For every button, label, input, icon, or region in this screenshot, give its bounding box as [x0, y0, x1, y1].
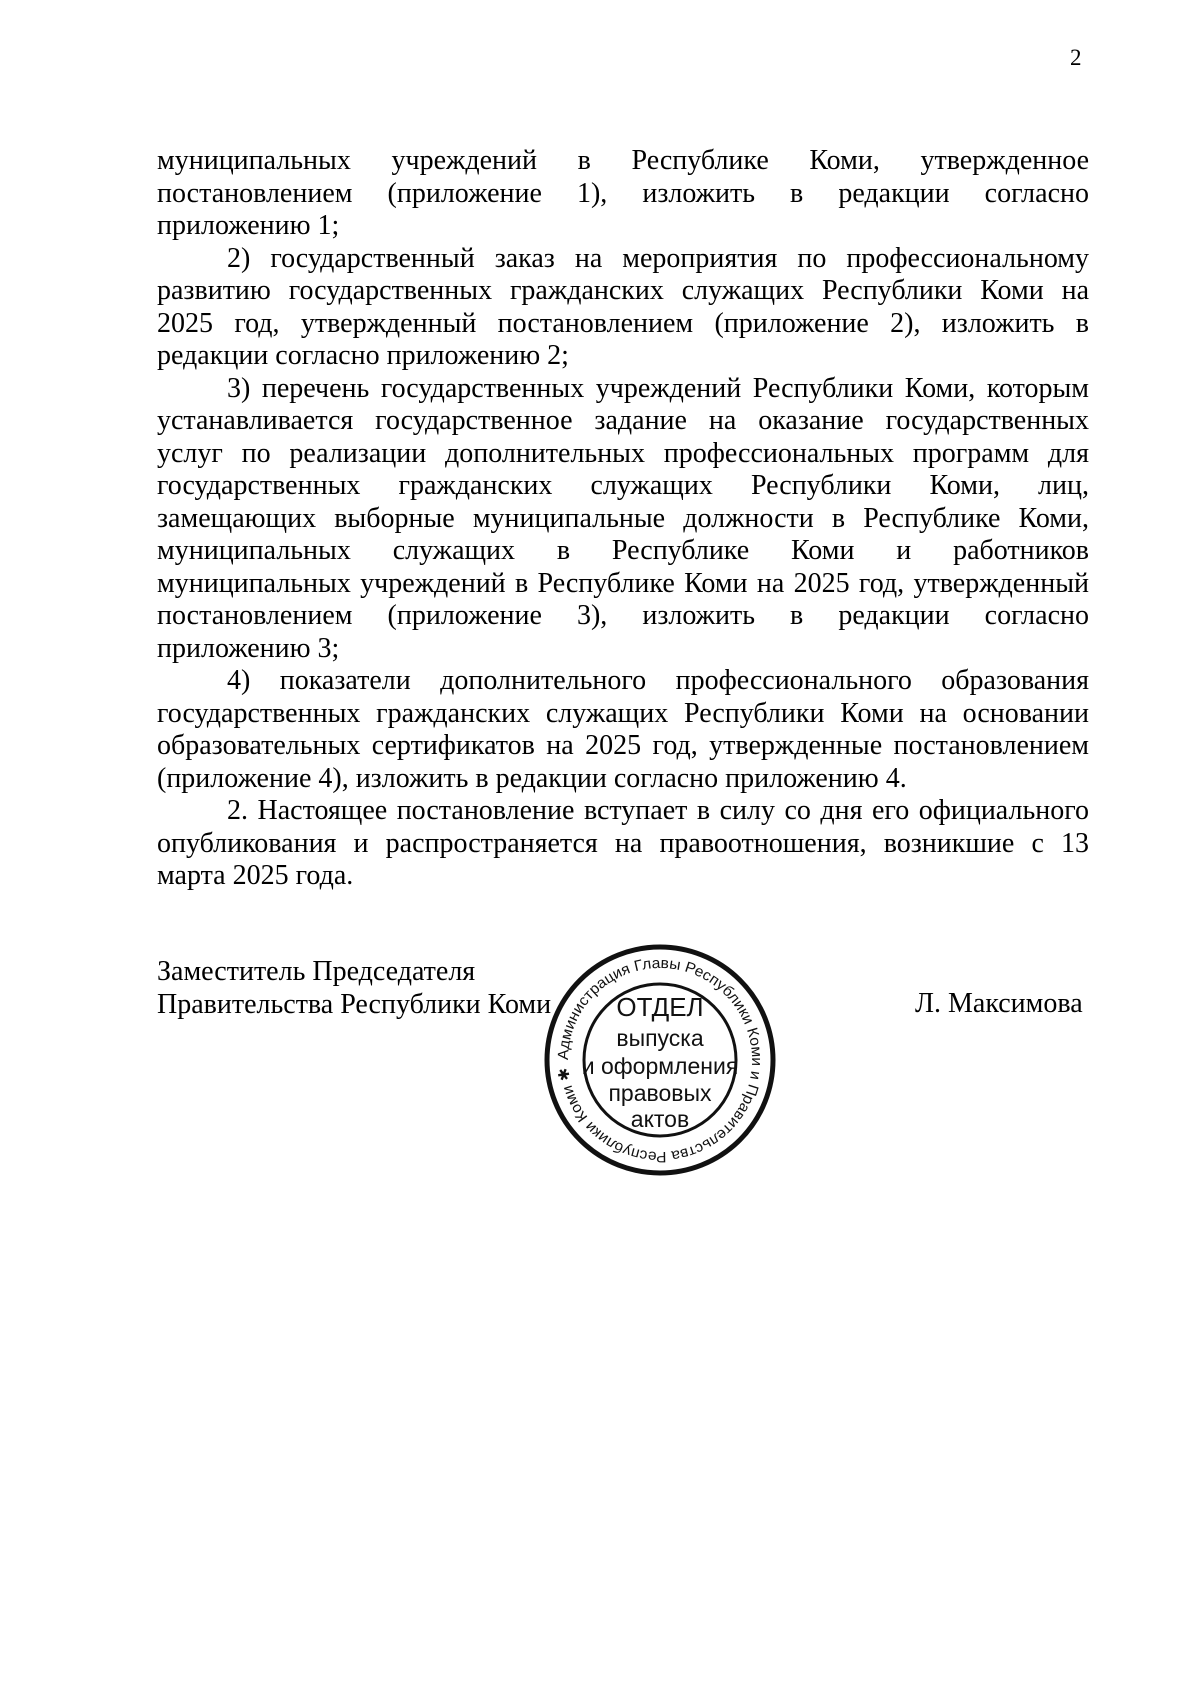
seal-center-line: актов [630, 1106, 690, 1132]
paragraph-line: устанавливается государственное задание на оказание государственных [157, 405, 1089, 436]
paragraph-line: развитию государственных гражданских служащих Республики Коми на [157, 275, 1089, 306]
paragraph-line: муниципальных учреждений в Республике Коми, утвержденное [157, 145, 1089, 176]
paragraph-line: приложению 1; [157, 210, 340, 241]
paragraph-line: (приложение 4), изложить в редакции согласно приложению 4. [157, 762, 907, 794]
paragraph-line: 2) государственный заказ на мероприятия по профессиональному [227, 242, 1089, 274]
paragraph-line: замещающих выборные муниципальные должности в Республике Коми, [157, 502, 1089, 534]
seal-center-line: выпуска [616, 1025, 704, 1051]
paragraph-line: редакции согласно приложению 2; [157, 340, 569, 371]
paragraph-line: 4) показатели дополнительного профессионального образования [227, 665, 1089, 696]
paragraph-line: 2025 год, утвержденный постановлением (приложение 2), изложить в [157, 307, 1089, 339]
seal-center-line: ОТДЕЛ [616, 992, 704, 1022]
paragraph-line: опубликования и распространяется на правоотношения, возникшие с 13 [157, 827, 1089, 859]
signatory-position [157, 956, 551, 1021]
paragraph-line: государственных гражданских служащих Республики Коми, лиц, [157, 470, 1089, 501]
paragraph-line: 2. Настоящее постановление вступает в силу со дня его официального [227, 795, 1089, 826]
paragraph-line: 3) перечень государственных учреждений Республики Коми, которым [227, 372, 1089, 404]
official-seal [540, 940, 780, 1180]
paragraph-line: услуг по реализации дополнительных профессиональных программ для [157, 437, 1089, 469]
paragraph-line: муниципальных учреждений в Республике Коми на 2025 год, утвержденный [157, 567, 1089, 599]
signatory-name: Л. Максимова [915, 988, 1083, 1019]
paragraph-line: приложению 3; [157, 632, 340, 664]
seal-center-line: и оформления [581, 1053, 739, 1079]
paragraph-line: постановлением (приложение 3), изложить в редакции согласно [157, 600, 1089, 631]
paragraph-line: постановлением (приложение 1), изложить в редакции согласно [157, 177, 1089, 209]
document-body [157, 145, 1089, 893]
seal-ring-text: Администрация Главы Республики Коми и Правительства Республики Коми ✱ [554, 954, 766, 1166]
signatory-position-line: Заместитель Председателя [157, 956, 476, 987]
paragraph-line: муниципальных служащих в Республике Коми и работников [157, 535, 1089, 566]
signatory-position-line: Правительства Республики Коми [157, 988, 552, 1020]
paragraph-line: образовательных сертификатов на 2025 год, утвержденные постановлением [157, 730, 1089, 761]
seal-center-line: правовых [608, 1080, 712, 1106]
paragraph-line: марта 2025 года. [157, 860, 354, 891]
page-number: 2 [1070, 45, 1082, 70]
paragraph-line: государственных гражданских служащих Республики Коми на основании [157, 697, 1089, 729]
